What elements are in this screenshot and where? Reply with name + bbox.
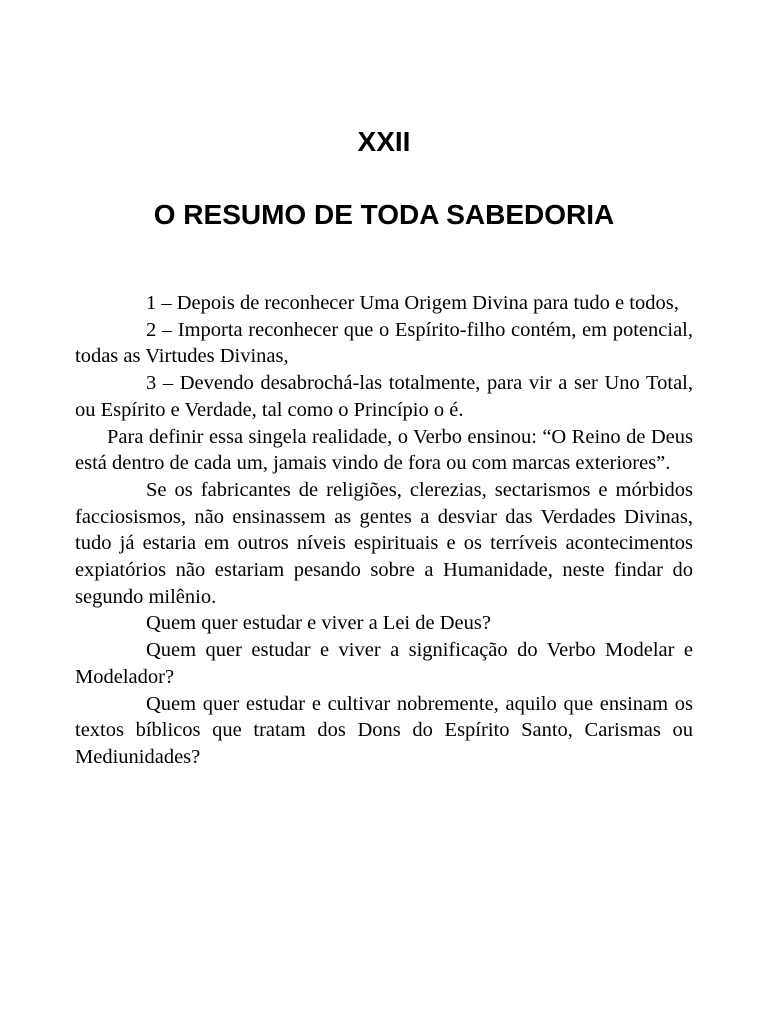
paragraph-3: 3 – Devendo desabrochá-las totalmente, para vir a ser Uno Total, ou Espírito e Verdade, tal como o Princípio o é. xyxy=(75,372,693,421)
paragraph-2: 2 – Importa reconhecer que o Espírito-filho contém, em potencial, todas as Virtudes Divinas, xyxy=(75,318,693,368)
chapter-title: O RESUMO DE TODA SABEDORIA xyxy=(153,199,615,230)
chapter-number: XXII xyxy=(357,126,411,157)
paragraph-5: Se os fabricantes de religiões, clerezias, sectarismos e mórbidos facciosismos, não ensinassem as gentes a desviar das Verdades Divinas, tudo já estaria em outros níveis espirituais e os terríveis acontecimentos expiatórios não estariam pesando sobre a Humanidade, neste findar do segundo milênio. xyxy=(75,478,693,608)
body-text xyxy=(75,290,693,771)
paragraph-7: Quem quer estudar e viver a significação do Verbo Modelar e Modelador? xyxy=(75,639,693,688)
paragraph-6: Quem quer estudar e viver a Lei de Deus? xyxy=(146,612,491,635)
paragraph-4: Para definir essa singela realidade, o Verbo ensinou: “O Reino de Deus está dentro de cada um, jamais vindo de fora ou com marcas exteriores”. xyxy=(75,425,693,475)
paragraph-8: Quem quer estudar e cultivar nobremente, aquilo que ensinam os textos bíblicos que tratam dos Dons do Espírito Santo, Carismas ou Mediunidades? xyxy=(75,692,693,768)
paragraph-1: 1 – Depois de reconhecer Uma Origem Divina para tudo e todos, xyxy=(146,292,679,314)
